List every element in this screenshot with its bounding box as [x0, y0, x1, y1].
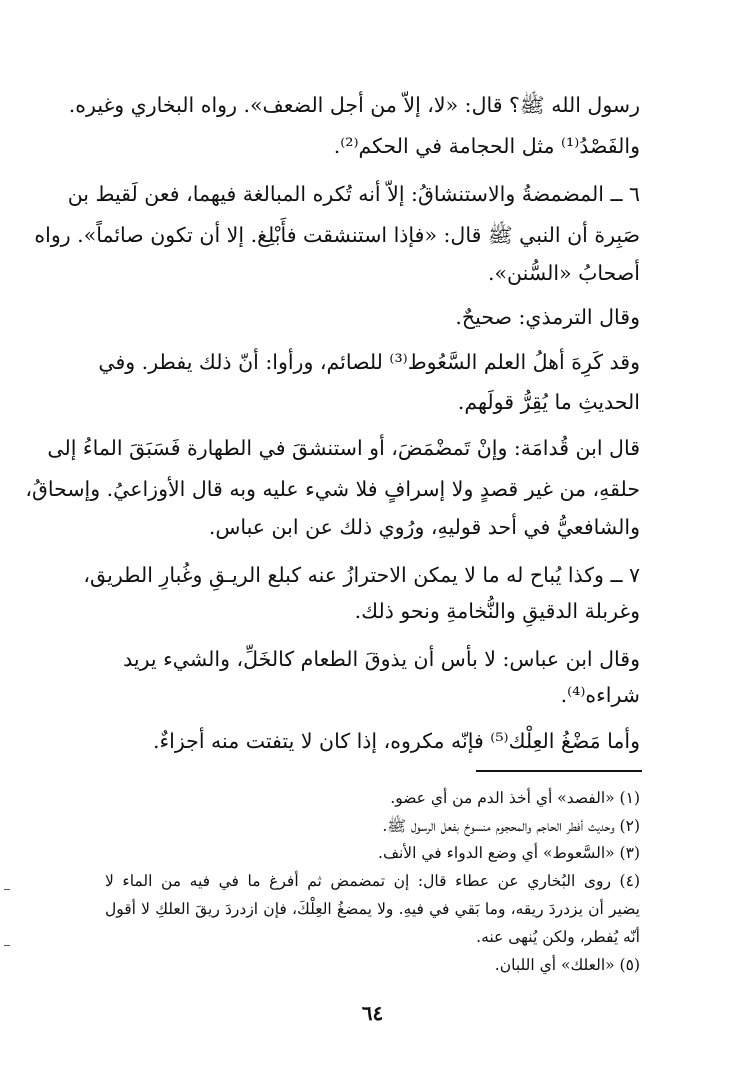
body-line-5: أصحابُ «السُّنن».	[487, 261, 640, 285]
page-number: ٦٤	[361, 1001, 384, 1025]
footnote-4-line-1: (٤) روى البُخاري عن عطاء قال: إن تمضمض ثم أفرغ ما في فيه من الماء لا	[105, 872, 640, 890]
body-line-9: قال ابن قُدامَة: وإنْ تَمضْمَضَ، أو استنشقَ في الطهارة فَسَبَقَ الماءُ إلى	[47, 436, 640, 460]
footnote-separator	[476, 770, 642, 772]
body-line-7: وقد كَرِهَ أهلُ العلم السَّعُوط⁽³⁾ للصائم، ورأوا: أنّ ذلك يفطر. وفي	[98, 350, 640, 374]
body-line-12: ٧ ــ وكذا يُباح له ما لا يمكن الاحترازُ عنه كبلع الريـقِ وغُبارِ الطريق،	[83, 563, 640, 587]
body-line-4: صَبِرة أن النبي ﷺ قال: «فإذا استنشقت فأَبْلِغ. إلا أن تكون صائماً». رواه	[34, 223, 640, 247]
footnote-2: (٢) وحديث أفطر الحاجم والمحجوم منسوخ بفعل الرسول ﷺ.	[382, 817, 640, 835]
footnote-4-line-3: أنّه يُفطر، ولكن يُنهى عنه.	[476, 928, 640, 946]
footnote-1: (١) «الفصد» أي أخذ الدم من أي عضو.	[390, 789, 640, 807]
margin-mark	[4, 889, 10, 890]
body-line-13: وغربلة الدقيقِ والنُّخامةِ ونحو ذلك.	[354, 599, 640, 623]
body-line-1: رسول الله ﷺ؟ قال: «لا، إلاّ من أجل الضعف». رواه البخاري وغيره.	[68, 93, 640, 117]
footnote-5: (٥) «العلك» أي اللبان.	[494, 956, 640, 974]
body-line-11: والشافعيُّ في أحد قوليهِ، ورُوي ذلك عن ابن عباس.	[208, 515, 640, 539]
body-line-8: الحديثِ ما يُقِرُّ قولَهم.	[457, 390, 640, 414]
footnote-3: (٣) «السَّعوط» أي وضع الدواء في الأنف.	[378, 844, 640, 862]
body-line-16: وأما مَضْغُ العِلْك⁽⁵⁾ فإنّه مكروه، إذا كان لا يتفتت منه أجزاءٌ.	[153, 729, 640, 753]
footnote-4-line-2: يضير أن يزدردَ ريقه، وما بَقي في فيهِ. ولا يمضغُ العِلْكَ، فإن ازدردَ ريقَ العلكِ لا أقول	[105, 900, 640, 918]
body-line-14: وقال ابن عباس: لا بأس أن يذوقَ الطعام كالخَلِّ، والشيء يريد	[123, 647, 640, 671]
body-line-6: وقال الترمذي: صحيحٌ.	[455, 305, 640, 329]
body-line-3: ٦ ــ المضمضةُ والاستنشاقُ: إلاّ أنه تُكره المبالغة فيهما، فعن لَقيط بن	[67, 182, 640, 206]
margin-mark	[4, 945, 10, 946]
body-line-10: حلقهِ، من غير قصدٍ ولا إسرافٍ فلا شيء عليه وبه قال الأوزاعيُ. وإسحاقُ،	[25, 477, 640, 501]
body-line-2: والفَصْدُ⁽¹⁾ مثل الحجامة في الحكم⁽²⁾.	[333, 134, 640, 158]
body-line-15: شراءه⁽⁴⁾.	[560, 683, 640, 707]
